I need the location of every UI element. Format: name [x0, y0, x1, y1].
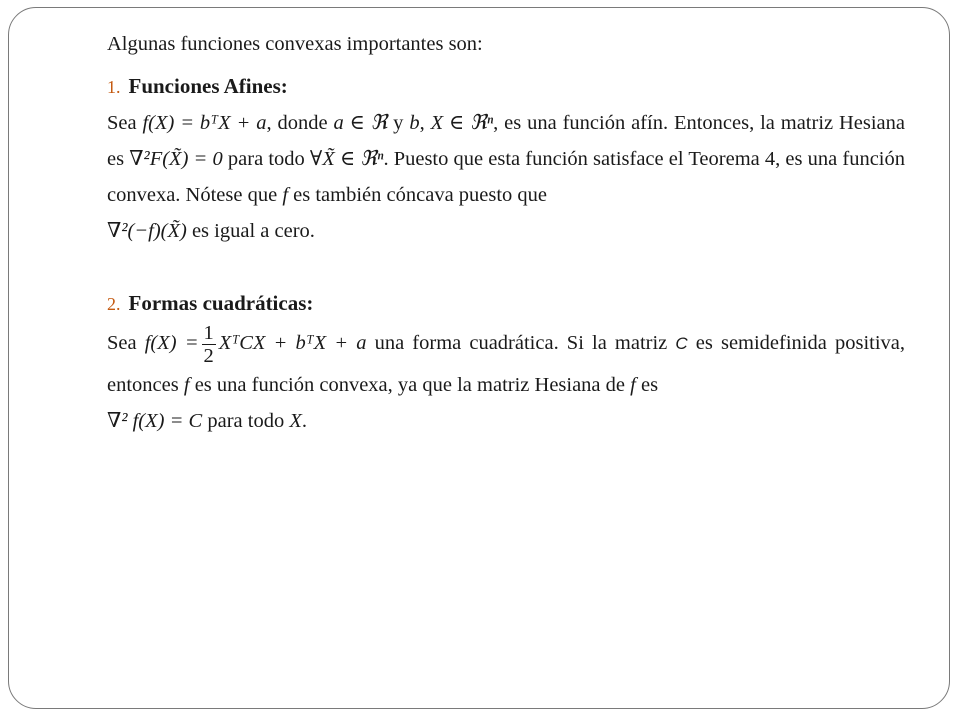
math-b: b: [409, 112, 420, 134]
slide-content: [107, 26, 905, 439]
math-x: X: [289, 410, 302, 432]
text-run: . Puesto que esta función satisface el Teorema 4, es una función convexa. Nótese que: [107, 148, 905, 206]
section-heading-quadratic: [107, 285, 905, 322]
text-run: es también cóncava puesto que: [288, 184, 548, 206]
math-forall-x: ∀X̃ ∈ ℜⁿ: [309, 148, 384, 170]
section-gap: [107, 249, 905, 285]
math-f: f: [183, 374, 190, 396]
math-c: C: [675, 334, 688, 354]
math-part: XᵀCX + bᵀX + a: [218, 332, 367, 355]
text-run: Sea: [107, 112, 143, 134]
text-run: es una función convexa, ya que la matriz Hesiana de: [189, 374, 631, 396]
text-run: para todo: [222, 148, 310, 170]
text-run: una forma cuadrática. Si la matriz: [366, 332, 676, 355]
text-run: , donde: [266, 112, 334, 134]
math-f: f: [630, 374, 636, 396]
text-run: ,: [419, 112, 431, 134]
section-title: Formas cuadráticas:: [128, 291, 314, 315]
text-run: es semidefinida positiva, entonces: [107, 332, 905, 396]
text-run: , es una función afín. Entonces, la matriz Hesiana es: [107, 112, 906, 170]
math-a-in-reals: a ∈ ℜ: [333, 112, 388, 134]
fraction-one-half: [202, 322, 216, 367]
math-affine-function: f(X) = bᵀX + a: [142, 112, 267, 134]
math-hessian-c: ∇² f(X) = C: [107, 410, 203, 432]
math-f: f: [282, 184, 289, 206]
section-number: 1.: [107, 77, 121, 97]
math-hessian-zero: ∇²F(X̃) = 0: [129, 148, 223, 170]
section-title: Funciones Afines:: [128, 74, 288, 98]
math-x-in-rn: X ∈ ℜⁿ: [430, 112, 494, 134]
math-hessian-neg-f: ∇²(−f)(X̃): [107, 220, 187, 242]
section-heading-affine: [107, 68, 905, 105]
text-run: y: [387, 112, 410, 134]
intro-text: Algunas funciones convexas importantes son:: [107, 33, 483, 55]
quadratic-paragraph: [107, 322, 905, 439]
text-run: es: [635, 374, 659, 396]
section-number: 2.: [107, 294, 121, 314]
math-part: f(X) =: [144, 332, 199, 355]
text-run: Sea: [107, 332, 145, 355]
affine-paragraph: [107, 105, 905, 249]
fraction-numerator: 1: [203, 322, 214, 344]
fraction-denominator: 2: [203, 345, 214, 367]
text-run: para todo: [202, 410, 290, 432]
math-quadratic-function: [144, 322, 367, 367]
text-run: es igual a cero.: [186, 220, 315, 242]
text-run: .: [301, 410, 307, 432]
